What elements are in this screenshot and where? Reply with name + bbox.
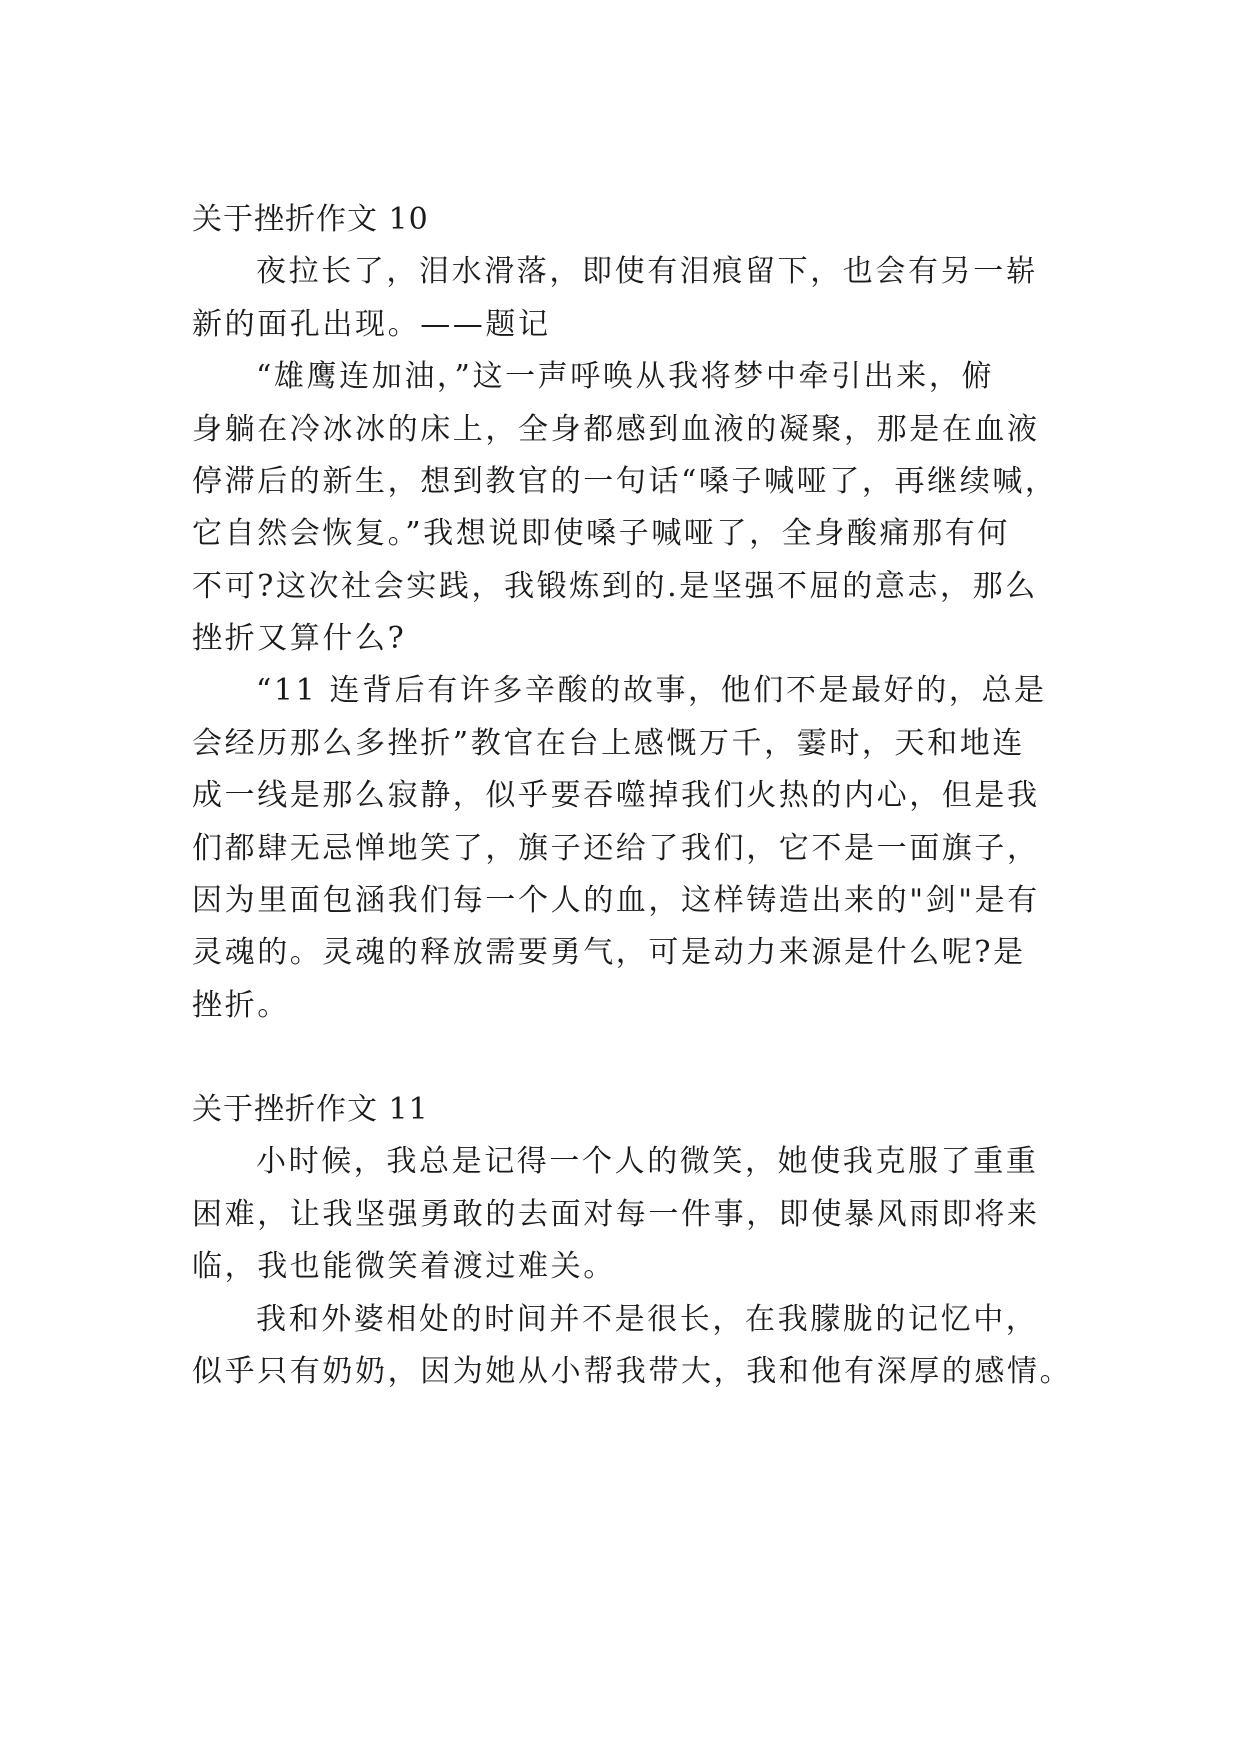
- paragraph-line: 新的面孔出现。——题记: [192, 307, 551, 342]
- paragraph-line: 会经历那么多挫折”教官在台上感慨万千，霎时，天和地连: [192, 726, 1025, 761]
- section-title: 关于挫折作文 10: [192, 202, 429, 237]
- paragraph-line: 停滞后的新生，想到教官的一句话“嗓子喊哑了，再继续喊，: [192, 464, 1058, 499]
- paragraph-line: “11 连背后有许多辛酸的故事，他们不是最好的，总是: [256, 673, 1047, 708]
- paragraph-line: 我和外婆相处的时间并不是很长，在我朦胧的记忆中，: [256, 1302, 1039, 1337]
- paragraph-line: 挫折又算什么?: [192, 621, 407, 656]
- paragraph-line: 挫折。: [192, 988, 290, 1023]
- paragraph-line: 小时候，我总是记得一个人的微笑，她使我克服了重重: [256, 1144, 1039, 1179]
- paragraph-line: 不可?这次社会实践，我锻炼到的.是坚强不屈的意志，那么: [192, 569, 1038, 604]
- paragraph-line: 它自然会恢复。”我想说即使嗓子喊哑了，全身酸痛那有何: [192, 516, 1010, 551]
- paragraph-line: 灵魂的。灵魂的释放需要勇气，可是动力来源是什么呢?是: [192, 935, 1026, 970]
- paragraph-line: 因为里面包涵我们每一个人的血，这样铸造出来的"剑"是有: [192, 883, 1040, 918]
- paragraph-line: 临，我也能微笑着渡过难关。: [192, 1249, 616, 1284]
- paragraph-line: 夜拉长了，泪水滑落，即使有泪痕留下，也会有另一崭: [256, 254, 1039, 289]
- section-title: 关于挫折作文 11: [192, 1092, 429, 1127]
- paragraph-line: 成一线是那么寂静，似乎要吞噬掉我们火热的内心，但是我: [192, 778, 1040, 813]
- paragraph-line: 身躺在冷冰冰的床上，全身都感到血液的凝聚，那是在血液: [192, 412, 1040, 447]
- paragraph-line: 们都肆无忌惮地笑了，旗子还给了我们，它不是一面旗子，: [192, 831, 1040, 866]
- paragraph-line: “雄鹰连加油，”这一声呼唤从我将梦中牵引出来，俯: [256, 359, 995, 394]
- paragraph-line: 困难，让我坚强勇敢的去面对每一件事，即使暴风雨即将来: [192, 1197, 1040, 1232]
- paragraph-line: 似乎只有奶奶，因为她从小帮我带大，我和他有深厚的感情。: [192, 1354, 1073, 1389]
